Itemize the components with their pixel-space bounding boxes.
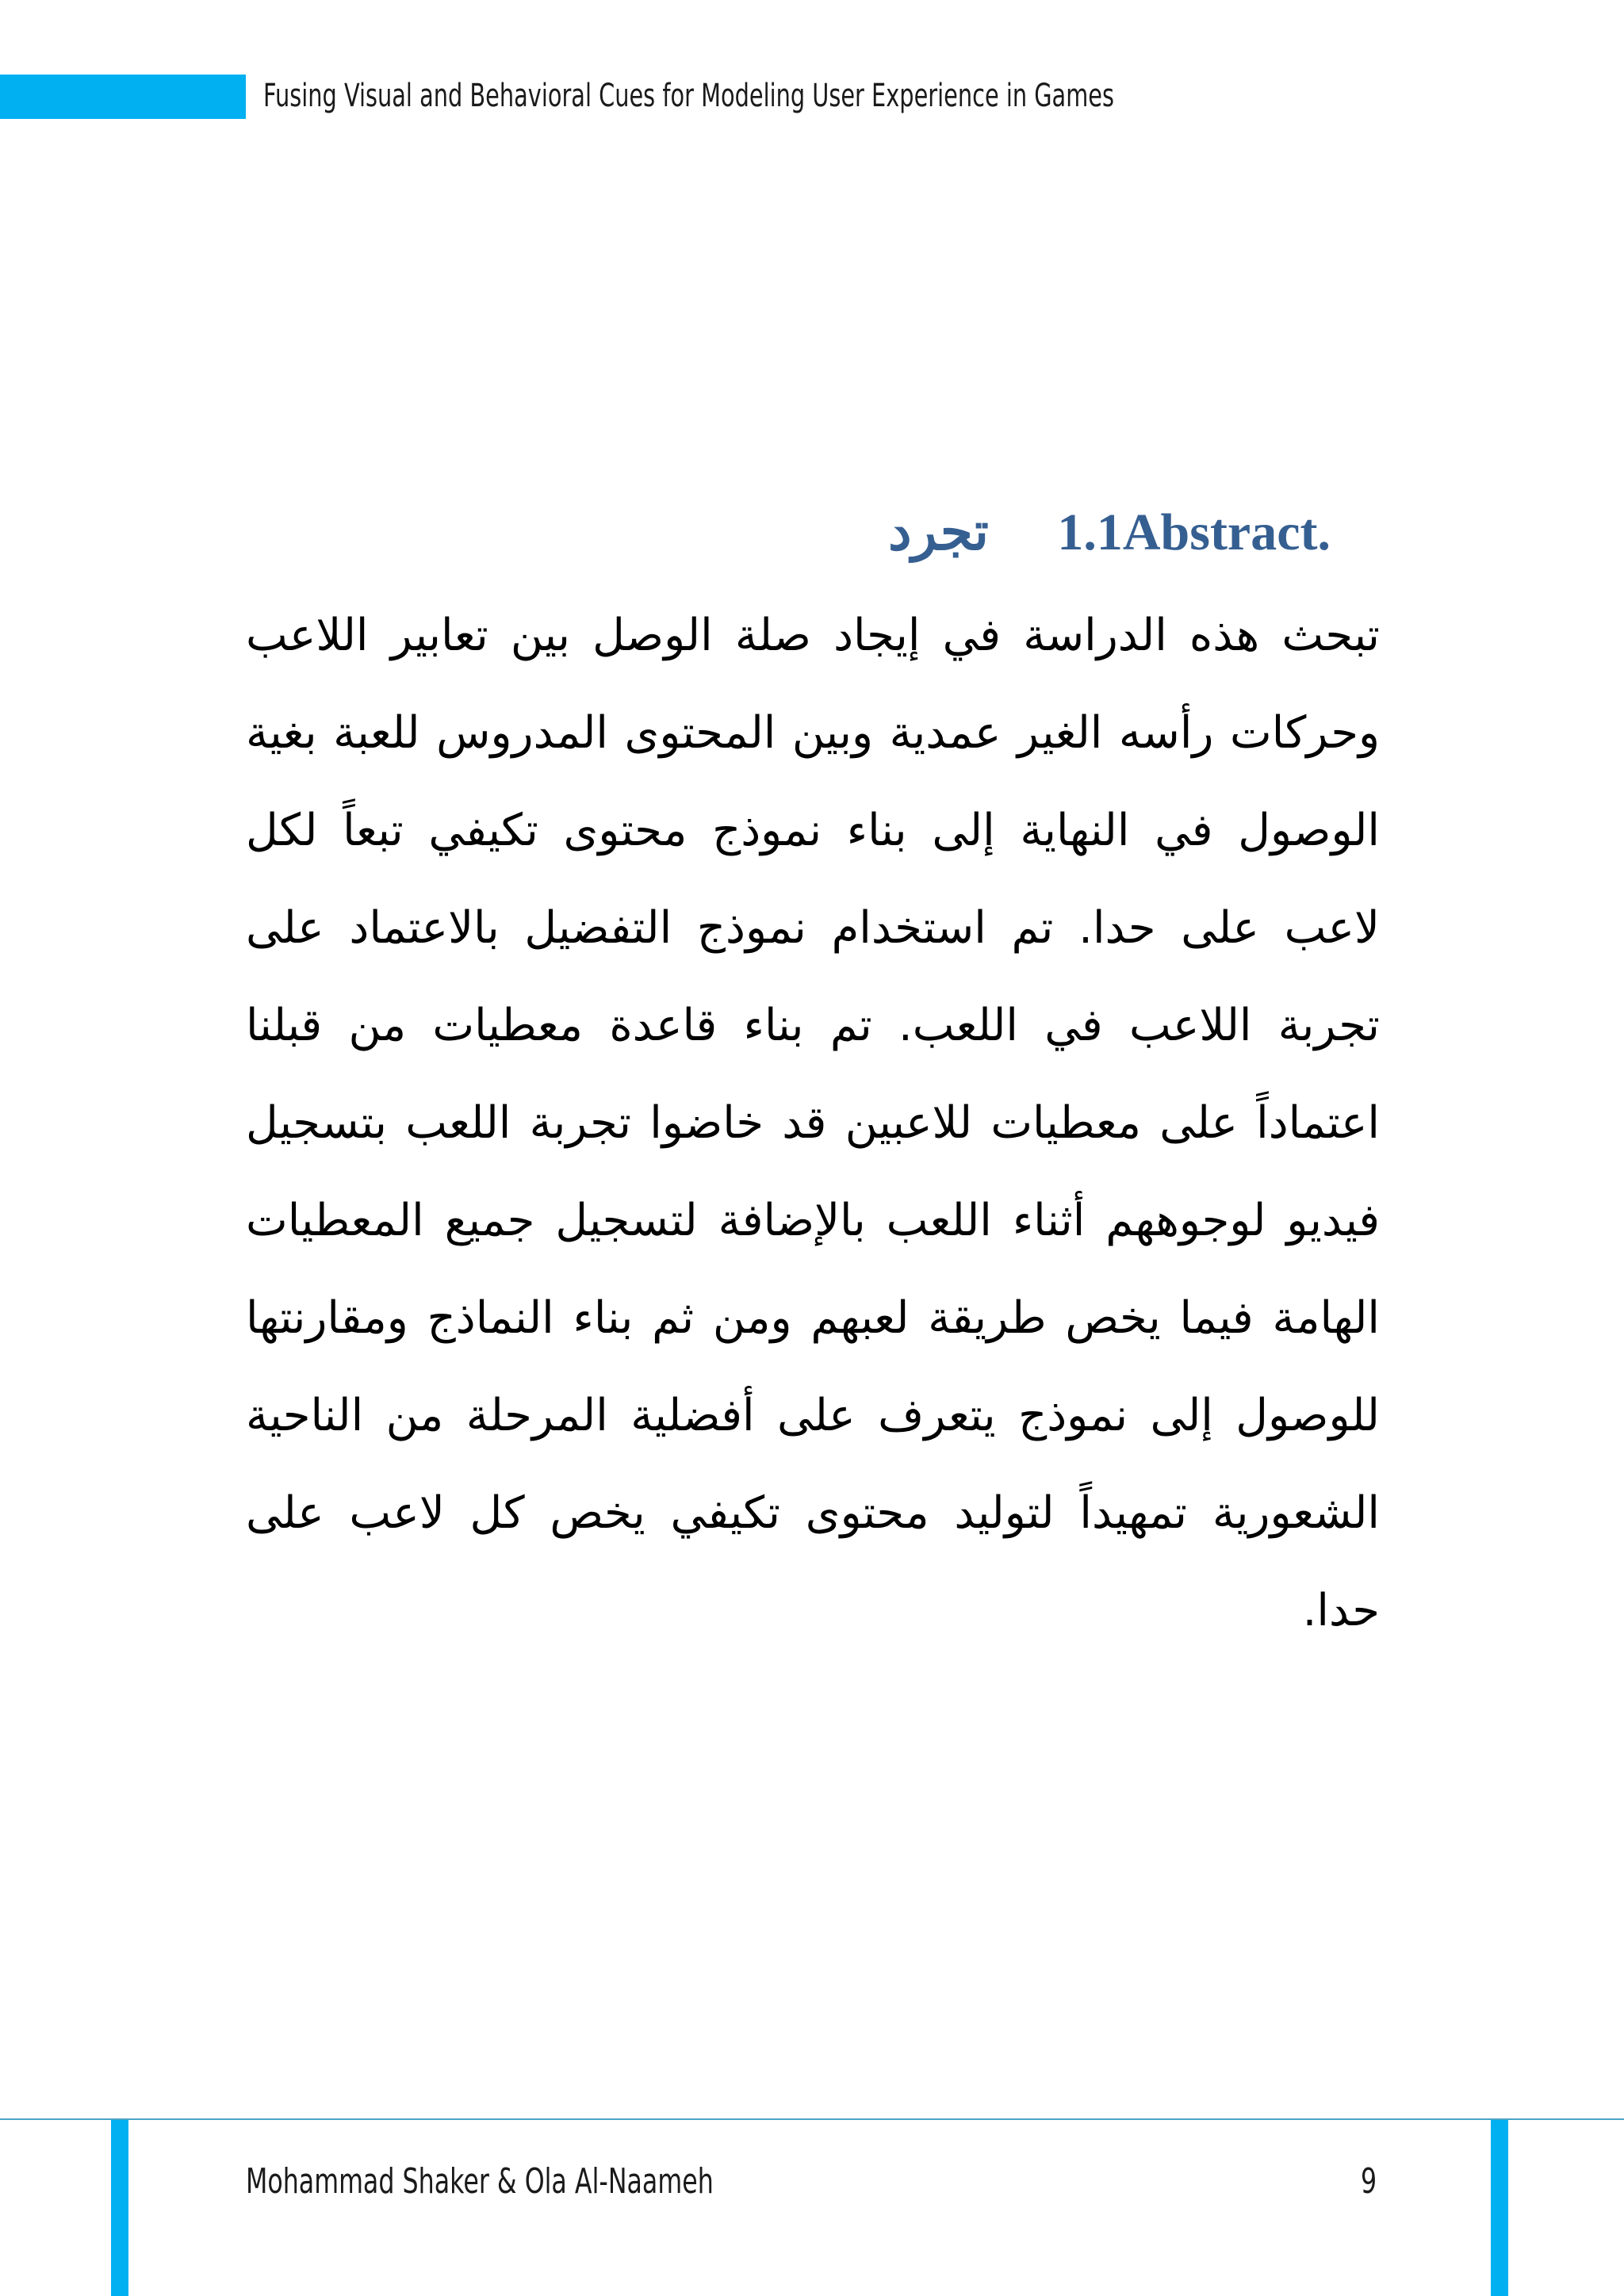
running-header-title: Fusing Visual and Behavioral Cues for Modeling User Experience in Games xyxy=(263,78,1114,114)
page-number: 9 xyxy=(1361,2161,1377,2202)
section-heading xyxy=(888,501,1331,563)
footer-right-accent-bar xyxy=(1491,2120,1508,2296)
abstract-paragraph: تبحث هذه الدراسة في إيجاد صلة الوصل بين تعابير اللاعب وحركات رأسه الغير عمدية وبين المحتوى المدروس للعبة بغية الوصول في النهاية إلى بناء نموذج محتوى تكيفي تبعاً لكل لاعب على حدا. تم استخدام نموذج التفضيل بالاعتماد على تجربة اللاعب في اللعب. تم بناء قاعدة معطيات من قبلنا اعتماداً على معطيات للاعبين قد خاضوا تجربة اللعب بتسجيل فيديو لوجوههم أثناء اللعب بالإضافة لتسجيل جميع المعطيات الهامة فيما يخص طريقة لعبهم ومن ثم بناء النماذج ومقارنتها للوصول إلى نموذج يتعرف على أفضلية المرحلة من الناحية الشعورية تمهيداً لتوليد محتوى تكيفي يخص كل لاعب على حدا. xyxy=(246,610,1380,1636)
header-accent-bar xyxy=(0,75,246,119)
footer-divider xyxy=(0,2118,1624,2120)
footer-authors: Mohammad Shaker & Ola Al-Naameh xyxy=(246,2161,714,2202)
section-title: Abstract تجرد xyxy=(888,503,1318,561)
section-number: .1.1 xyxy=(1057,503,1331,561)
footer-left-accent-bar xyxy=(111,2120,128,2296)
